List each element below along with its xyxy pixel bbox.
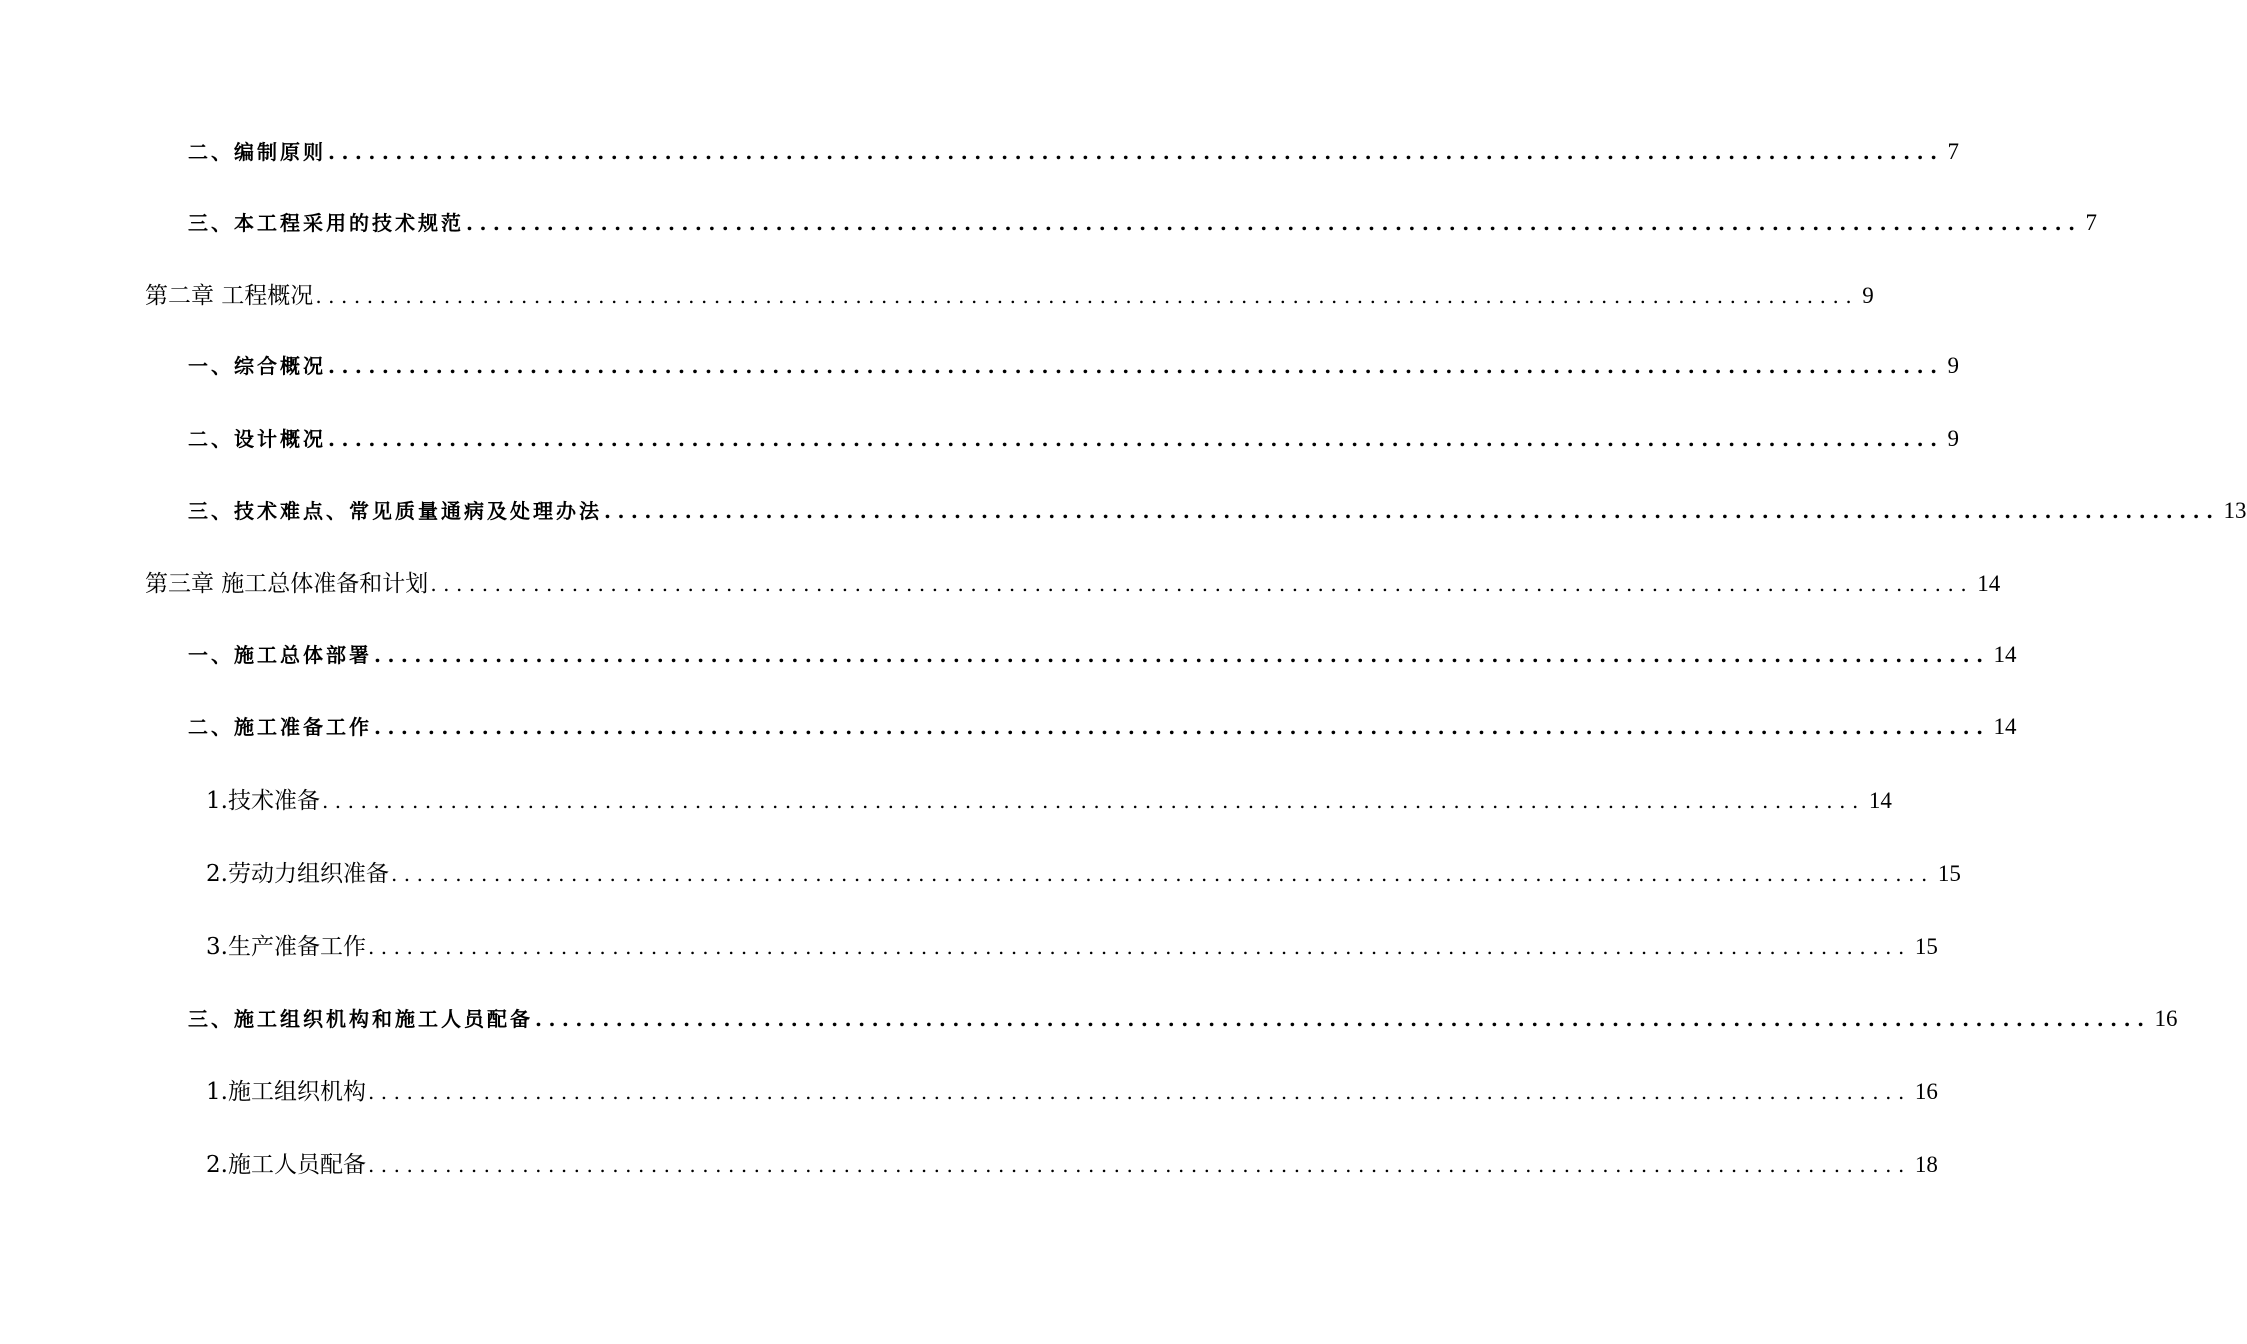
dot-leader: ........................................................................................................................	[430, 572, 1974, 596]
toc-entry[interactable]	[188, 132, 1960, 172]
dot-leader: ........................................................................................................................	[466, 211, 2082, 235]
toc-entry[interactable]	[206, 1145, 1938, 1185]
dot-leader: ........................................................................................................................	[374, 715, 1990, 739]
toc-entry-label: 三、技术难点、常见质量通病及处理办法	[188, 499, 602, 523]
toc-entry[interactable]	[145, 564, 2001, 604]
toc-entry-label: 二、施工准备工作	[188, 715, 372, 739]
toc-entry-page: 7	[1947, 139, 1960, 164]
toc-entry-page: 16	[1914, 1079, 1938, 1104]
toc-entry-page: 15	[1914, 934, 1938, 959]
toc-entry[interactable]	[188, 419, 1960, 459]
toc-entry[interactable]	[188, 999, 2178, 1039]
toc-entry[interactable]	[206, 781, 1892, 821]
toc-entry[interactable]	[188, 346, 1960, 386]
toc-entry-page: 9	[1947, 353, 1960, 378]
dot-leader: ........................................................................................................................	[328, 427, 1944, 451]
toc-entry-page: 16	[2154, 1006, 2178, 1031]
toc-entry-label: 1.施工组织机构	[206, 1079, 366, 1105]
toc-entry[interactable]	[206, 854, 1961, 894]
toc-entry[interactable]	[145, 276, 1874, 316]
dot-leader: ........................................................................................................................	[535, 1007, 2151, 1031]
toc-entry-page: 14	[1868, 788, 1892, 813]
toc-entry-label: 一、施工总体部署	[188, 643, 372, 667]
dot-leader: ........................................................................................................................	[328, 140, 1944, 164]
dot-leader: ........................................................................................................................	[321, 789, 1865, 813]
toc-entry-page: 14	[1977, 571, 2001, 596]
toc-entry-label: 二、设计概况	[188, 427, 326, 451]
toc-entry-page: 14	[1993, 714, 2017, 739]
dot-leader: ........................................................................................................................	[328, 354, 1944, 378]
toc-entry-page: 9	[1862, 283, 1874, 308]
toc-entry-label: 3.生产准备工作	[206, 934, 366, 960]
toc-entry-label: 三、本工程采用的技术规范	[188, 211, 464, 235]
toc-entry-label: 第三章 施工总体准备和计划	[145, 571, 429, 597]
dot-leader: ........................................................................................................................	[367, 935, 1911, 959]
toc-entry-label: 1.技术准备	[206, 788, 320, 814]
toc-entry-page: 7	[2085, 210, 2098, 235]
toc-entry-page: 13	[2223, 498, 2247, 523]
toc-entry[interactable]	[188, 203, 2098, 243]
toc-entry[interactable]	[206, 1072, 1938, 1112]
dot-leader: ........................................................................................................................	[604, 499, 2220, 523]
toc-entry[interactable]	[188, 491, 2247, 531]
dot-leader: ........................................................................................................................	[374, 643, 1990, 667]
toc-entry-page: 15	[1937, 861, 1961, 886]
toc-entry-label: 第二章 工程概况	[145, 283, 314, 309]
toc-entry-page: 14	[1993, 642, 2017, 667]
toc-entry-label: 三、施工组织机构和施工人员配备	[188, 1007, 533, 1031]
dot-leader: ........................................................................................................................	[367, 1080, 1911, 1104]
toc-entry-page: 9	[1947, 426, 1960, 451]
toc-entry-label: 二、编制原则	[188, 140, 326, 164]
toc-entry[interactable]	[206, 927, 1938, 967]
dot-leader: ........................................................................................................................	[367, 1153, 1911, 1177]
toc-entry-page: 18	[1914, 1152, 1938, 1177]
dot-leader: ........................................................................................................................	[315, 284, 1859, 308]
toc-entry-label: 2.施工人员配备	[206, 1152, 366, 1178]
toc-entry[interactable]	[188, 635, 2017, 675]
toc-entry[interactable]	[188, 707, 2017, 747]
toc-entry-label: 一、综合概况	[188, 354, 326, 378]
toc-entry-label: 2.劳动力组织准备	[206, 861, 389, 887]
dot-leader: ........................................................................................................................	[390, 862, 1934, 886]
